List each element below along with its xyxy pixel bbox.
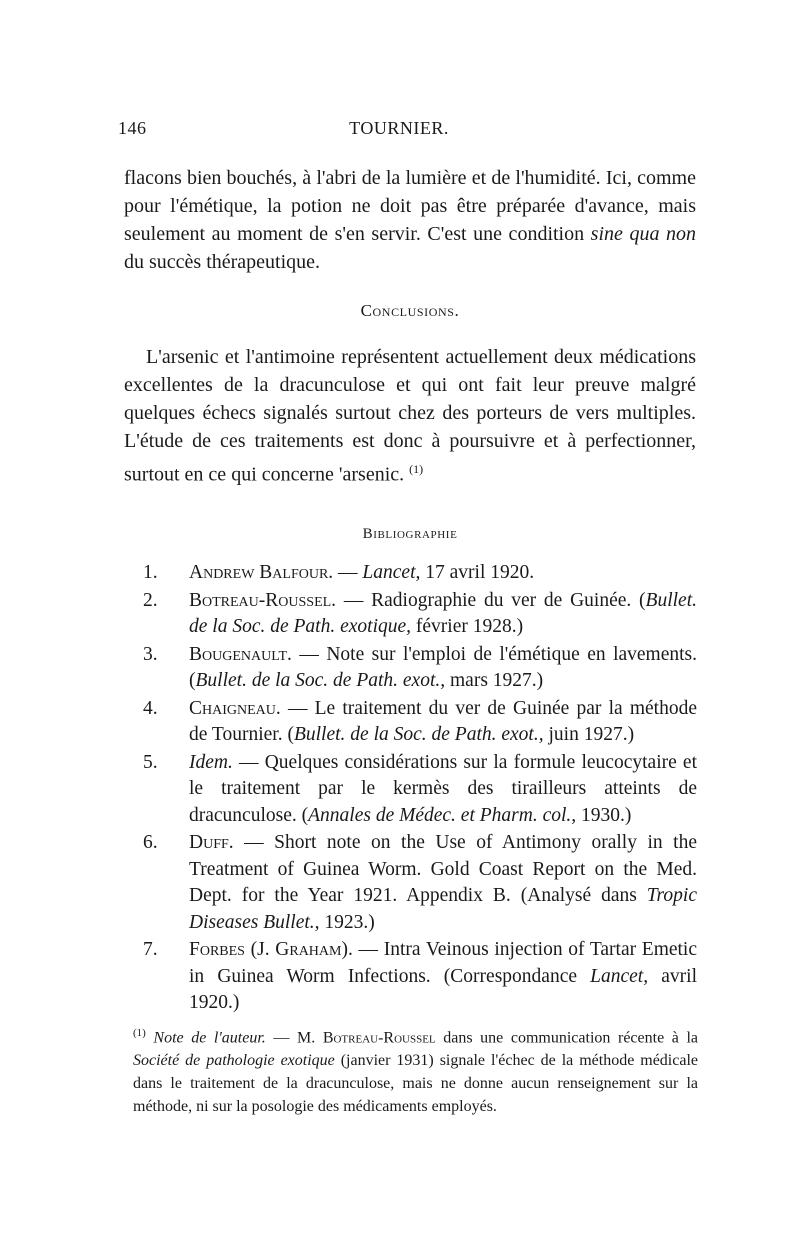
footnote-dash: — M. [265, 1029, 323, 1047]
entry-date: juin 1927.) [543, 724, 635, 745]
footnote-text-1: dans une communication récente à la [435, 1029, 699, 1047]
entry-journal: Lancet, [590, 965, 649, 987]
entry-number: 5. [143, 751, 158, 773]
footnote-name: Botreau-Roussel [322, 1029, 436, 1047]
footnote-mark: (1) [133, 1027, 146, 1039]
conclusions-heading: Conclusions. [360, 301, 460, 320]
entry-date: avril 1920.) [189, 965, 697, 1013]
intro-paragraph [124, 164, 696, 276]
entry-author: Idem. [189, 751, 233, 773]
entry-number: 7. [143, 939, 158, 960]
footnote-text-2: (janvier 1931) signale l'échec de la méthode médicale dans le traitement de la dracunculose, mais ne donne aucun renseignement sur la méthode, ni sur la posologie des médicaments employés. [133, 1052, 698, 1116]
entry-number: 3. [143, 643, 158, 665]
entry-number: 1. [143, 562, 158, 583]
entry-date: mars 1927.) [445, 670, 544, 691]
entry-date: 17 avril 1920. [420, 562, 535, 583]
entry-author: Bougenault. [189, 643, 292, 665]
page-number: 146 [118, 118, 147, 138]
running-header [118, 118, 680, 144]
entry-text: — Radiographie du ver de Guinée. ( [336, 589, 646, 611]
bibliography-entry [137, 588, 697, 641]
entry-date: 1930.) [576, 804, 632, 826]
entry-author: Forbes (J. Graham). [189, 939, 353, 960]
footnote-reference: (1) [409, 462, 424, 476]
footnote-journal: Société de pathologie exotique [133, 1052, 335, 1070]
bibliography-entry [137, 750, 697, 830]
entry-text: — Le traitement du ver de Guinée par la méthode de Tournier. ( [189, 697, 697, 745]
entry-text: — Note sur l'emploi de l'émétique en lavements. ( [189, 643, 697, 691]
entry-journal: Bullet. de la Soc. de Path. exot., [293, 724, 544, 745]
conclusions-text: L'arsenic et l'antimoine représentent actuellement deux médications excellentes de la dracunculose et qui ont fait leur preuve malgré quelques échecs signalés surtout chez des porteurs de vers multiples. L'étude de ces traitements est donc à poursuivre et à perfectionner, surtout en ce qui concerne 'arsenic. [124, 346, 696, 486]
entry-author: Chaigneau. [189, 697, 281, 719]
entry-journal: Annales de Médec. et Pharm. col., [308, 804, 577, 826]
bibliography-entry [137, 937, 697, 1017]
entry-journal: Lancet, [362, 562, 421, 583]
running-title: TOURNIER. [349, 118, 449, 138]
entry-number: 4. [143, 697, 158, 719]
entry-author: Duff. [189, 832, 234, 853]
entry-date: février 1928.) [411, 616, 524, 637]
entry-journal: Bullet. de la Soc. de Path. exot., [195, 670, 446, 691]
bibliography-entry [137, 560, 697, 587]
entry-text: — Quelques considérations sur la formule leucocytaire et le traitement par le kermès des tirailleurs atteints de dracunculose. ( [189, 751, 697, 826]
entry-date: 1923.) [319, 911, 375, 933]
entry-text: — [333, 562, 363, 583]
entry-number: 6. [143, 832, 158, 853]
entry-journal: Bullet. de la Soc. de Path. exotique, [189, 589, 697, 637]
bibliography-entry [137, 696, 697, 749]
entry-text: — Intra Veinous injection of Tartar Emetic in Guinea Worm Infections. (Correspondance [189, 939, 698, 987]
entry-journal: Tropic Diseases Bullet., [189, 885, 697, 933]
entry-text: — Short note on the Use of Antimony orally in the Treatment of Guinea Worm. Gold Coast Report on the Med. Dept. for the Year 1921. Appendix B. (Analysé dans [189, 832, 697, 906]
intro-emphasis: sine qua non [590, 223, 696, 245]
entry-author: Andrew Balfour. [189, 562, 334, 583]
intro-text-2: du succès thérapeutique. [124, 251, 321, 273]
intro-text-1: flacons bien bouchés, à l'abri de la lumière et de l'humidité. Ici, comme pour l'émétique, la potion ne doit pas être préparée d'avance, mais seulement au moment de s'en servir. C'est une condition [124, 167, 696, 245]
bibliography-list [137, 560, 697, 1018]
bibliography-entry [137, 642, 697, 695]
conclusions-paragraph [124, 343, 696, 489]
bibliography-entry [137, 830, 697, 936]
bibliography-heading: Bibliographie [362, 526, 458, 542]
entry-author: Botreau-Roussel. [189, 589, 337, 611]
footnote-label: Note de l'auteur. [153, 1029, 266, 1047]
footnote [133, 1022, 698, 1118]
entry-number: 2. [143, 589, 158, 611]
